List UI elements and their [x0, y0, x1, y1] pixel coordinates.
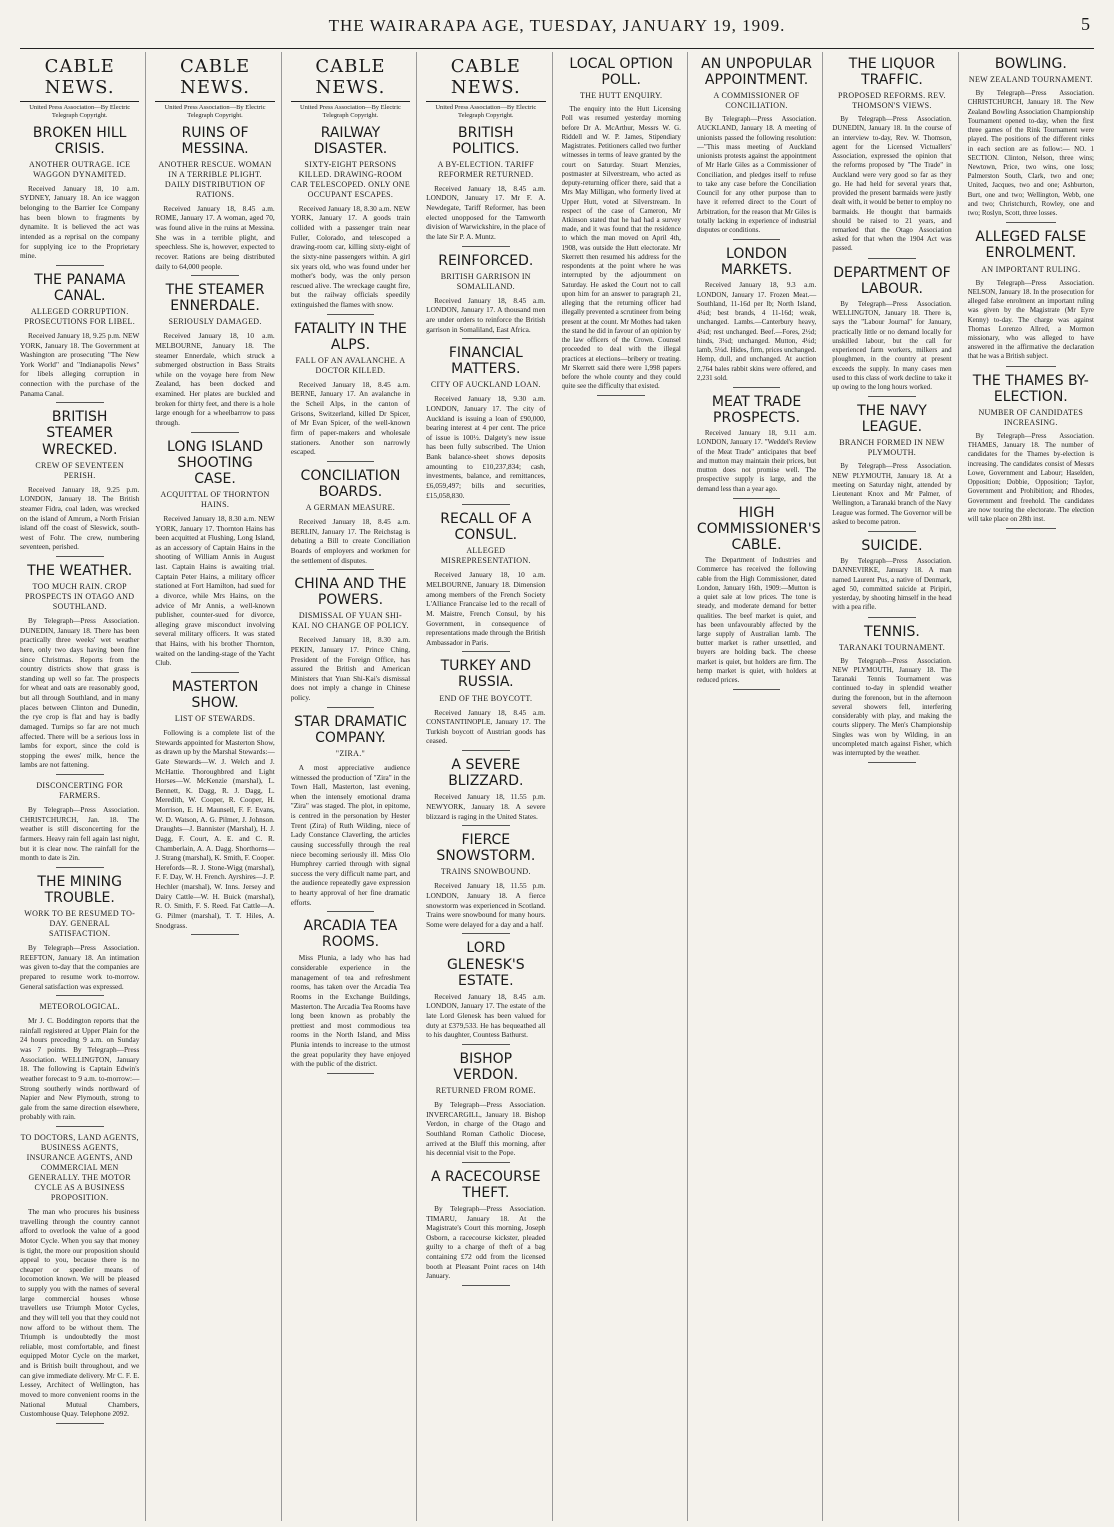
- article-body: By Telegraph—Press Association. DANNEVIRKE, January 18. A man named Laurent Pus, a native of Denmark, aged 50, committed suicide at Piripiri, yesterday, by shooting himself in the head with a pea rifle.: [832, 557, 952, 612]
- divider: [1006, 222, 1057, 223]
- article: [968, 56, 1094, 223]
- article: [426, 253, 545, 340]
- article: [20, 563, 139, 775]
- article-headline: A SEVERE BLIZZARD.: [448, 757, 524, 790]
- article-body: By Telegraph—Press Association. THAMES, January 18. The number of candidates for the Thames by-election is increasing. The candidates consist of Messrs Lowe, Government and Labour; Haselden, Opposition; Dobbie, Opposition; Taylor, Government and Prohibition; and Rhodes, Government and freehold. The candidates are now touring the electorate. The election will take place on 28th inst.: [967, 431, 1094, 523]
- article-headline: SUICIDE.: [861, 538, 923, 555]
- article: [20, 1002, 139, 1127]
- article-deck: ANOTHER OUTRAGE. ICE WAGGON DYNAMITED.: [29, 159, 131, 179]
- divider: [868, 258, 916, 259]
- column-subheader: United Press Association—By Electric Telegraph Copyright.: [29, 104, 131, 119]
- article-body: The man who procures his business travelling through the country cannot afford to overlook the value of a good Motor Cycle. When you say that money is tight, the more our proposition should appeal to you, because there is no cheaper or speedier means of locomotion known. We will be pleased to supply you with the names of several large commercial houses whose travellers use Triumph Motor Cycles, and they will tell you that they could not now afford to be without them. The Triumph is undoubtedly the most reliable, most comfortable, and finest equipped Motor Cycle on the market, and is British built throughout, and we can give immediate delivery. Mr C. F. E. Lessey, Architect of Wellington, has moved to more convenient rooms in the National Mutual Chambers, Customhouse Quay. Telephone 2092.: [20, 1207, 140, 1419]
- divider: [868, 762, 916, 763]
- article-deck: ALLEGED MISREPRESENTATION.: [440, 546, 531, 566]
- divider: [56, 774, 104, 775]
- article: [426, 511, 545, 652]
- article-body: Received January 18, 8.45 a.m. BERNE, January 17. An avalanche in the Scheil Alps, in the canton of Grisons, Switzerland, killed Dr Spicer, of Mr Evan Spicer, of the well-known firm of paper-makers and wholesale stationers. Another son narrowly escaped.: [290, 379, 411, 457]
- divider: [462, 504, 510, 505]
- article-deck: RETURNED FROM ROME.: [435, 1086, 536, 1096]
- divider: [462, 246, 510, 247]
- article-body: By Telegraph—Press Association. DUNEDIN, January 18. There has been practically three weeks' wet weather here, only two days having been fine since Christmas. Reports from the country districts show that grass is standing up well so far. The prospects for wheat and oats are reasonably good, but all through Southland, and in many places between Clinton and Dunedin, the rye crop is flat and hay is badly damaged. Turnips so far are not much affected. There will be a serious loss in lambs for export, since the cold is stopping the ewes' milk, hence the lambs are not fattening.: [20, 616, 140, 770]
- article-body: By Telegraph—Press Association. AUCKLAND, January 18. A meeting of unionists passed the following resolution:—"This mass meeting of Auckland unionists protests against the appointment of Mr Harle Giles as a Commissioner of Conciliation, and pledges itself to refuse to take any case before the Conciliation Council for any other purpose than to have it referred direct to the Court of Arbitration, for the reason that Mr Giles is totally lacking in experience of industrial disputes or conditions.: [696, 115, 817, 234]
- article-body: Received January 18, 9.11 a.m. LONDON, January 17. "Weddel's Review of the Meat Trade" anticipates that beef and mutton may maintain their prices, but mutton does not promise well. The prospective supply is large, and the demand less than a year ago.: [696, 429, 817, 493]
- divider: [462, 338, 510, 339]
- article-deck: METEOROLOGICAL.: [39, 1002, 120, 1012]
- article-headline: MEAT TRADE PROSPECTS.: [711, 394, 802, 427]
- article-body: Received January 18, 10 a.m. MELBOURNE, January 18. The steamer Ennerdale, which struck a submerged obstruction in Bass Straits while on the voyage here from New Zealand, has been docked and examined. Her plates are buckled and broken for thirty feet, and there is a hole large enough for a wheelbarrow to pass through.: [155, 331, 275, 427]
- article-headline: TURKEY AND RUSSIA.: [440, 658, 531, 691]
- article-body: By Telegraph—Press Association. CHRISTCHURCH, Jan. 18. The weather is still disconcerting for the farmers. Heavy rain fell again last night, but it is clear now. The rainfall for the month to date is 2in.: [20, 805, 140, 863]
- article: [562, 56, 681, 396]
- article-body: By Telegraph—Press Association. TIMARU, January 18. At the Magistrate's Court this morning, Joseph Osborn, a racecourse kickster, pleaded guilty to a charge of theft of a bag containing £72 odd from the licensed booth at Pleasant Point races on 14th January.: [426, 1203, 546, 1281]
- divider: [462, 1162, 510, 1163]
- article-deck: ANOTHER RESCUE. WOMAN IN A TERRIBLE PLIGHT. DAILY DISTRIBUTION OF RATIONS.: [158, 159, 272, 199]
- divider: [191, 934, 239, 935]
- article-headline: ARCADIA TEA ROOMS.: [303, 918, 398, 951]
- article-headline: REINFORCED.: [438, 252, 534, 269]
- article-deck: ACQUITTAL OF THORNTON HAINS.: [160, 489, 270, 509]
- divider: [733, 239, 781, 240]
- article-headline: THE NAVY LEAGUE.: [857, 403, 927, 436]
- article: [426, 1051, 545, 1163]
- article-deck: NEW ZEALAND TOURNAMENT.: [968, 75, 1093, 85]
- article: [426, 345, 545, 505]
- article: [426, 832, 545, 934]
- article-body: Received January 18, 8.45 a.m. CONSTANTINOPLE, January 17. The Turkish boycott of Austrian goods has ceased.: [426, 707, 546, 746]
- article-deck: LIST OF STEWARDS.: [174, 714, 256, 724]
- article-headline: THE LIQUOR TRAFFIC.: [848, 56, 936, 89]
- article-body: Received January 18, 8.45 a.m. ROME, January 17. A woman, aged 70, was found alive in the ruins at Messina. She was in a terrible plight, and speechless. She is, however, expected to recover. Rations are being distributed daily to 64,000 people.: [155, 203, 275, 271]
- article-deck: TARANAKI TOURNAMENT.: [838, 642, 946, 652]
- article: [291, 918, 410, 1074]
- article-body: Received January 18, 10 a.m. MELBOURNE, January 18. Dimension among members of the French Society L'Alliance Francaise led to the recall of M. Maistre, French Consul, by his Government, in consequence of representations made through the British Ambassador in Paris.: [426, 570, 546, 647]
- divider: [733, 498, 781, 499]
- article: [426, 757, 545, 826]
- article: [426, 940, 545, 1044]
- article-headline: LOCAL OPTION POLL.: [569, 56, 673, 89]
- article-deck: AN IMPORTANT RULING.: [981, 264, 1081, 274]
- article-body: Received January 18, 8.45 a.m. LONDON, January 17. Mr F. A. Newdegate, Tariff Reformer, has been elected unopposed for the Tamworth division of Warwickshire, in the place of the late Sir P. A. Muntz.: [426, 183, 546, 241]
- article: [426, 125, 545, 247]
- article-headline: BRITISH STEAMER WRECKED.: [41, 409, 118, 458]
- article-headline: BISHOP VERDON.: [453, 1050, 519, 1083]
- article-deck: PROPOSED REFORMS. REV. THOMSON'S VIEWS.: [838, 91, 946, 111]
- article: [968, 373, 1094, 530]
- article-deck: TO DOCTORS, LAND AGENTS, BUSINESS AGENTS, INSURANCE AGENTS, AND COMMERCIAL MEN GENERALLY. THE MOTOR CYCLE AS A BUSINESS PROPOSITION.: [20, 1133, 139, 1203]
- article: [291, 468, 410, 570]
- article-headline: THE WEATHER.: [27, 563, 133, 579]
- article: [696, 504, 821, 691]
- article-headline: A RACECOURSE THEFT.: [430, 1168, 541, 1201]
- article-deck: "ZIRA.": [335, 748, 366, 758]
- article-deck: DISMISSAL OF YUAN SHI-KAI. NO CHANGE OF POLICY.: [292, 611, 409, 631]
- article-deck: WORK TO BE RESUMED TO-DAY. GENERAL SATISFACTION.: [24, 909, 136, 939]
- divider: [56, 1423, 104, 1424]
- article-headline: HIGH COMMISSIONER'S CABLE.: [696, 504, 821, 554]
- article-body: Received January 18, 9.30 a.m. LONDON, January 17. The city of Auckland is issuing a loan of £90,000, bearing interest at 4 per cent. The price of issue is 100½. Dalgety's new issue has been fully subscribed. The Union Bank balance-sheet shows deposits amounting to £10,237,834; cash, investments, balance, and remittances, £6,059,497; bills and securities, £15,058,830.: [426, 394, 546, 500]
- divider: [327, 1073, 375, 1074]
- article-headline: BROKEN HILL CRISIS.: [32, 124, 127, 157]
- divider: [327, 461, 375, 462]
- article-headline: LONDON MARKETS.: [720, 246, 793, 279]
- article: [291, 576, 410, 708]
- article-body: Received January 18, 9.25 p.m. NEW YORK, January 18. The Government at Washington are prosecuting "The New York World" and "Indianapolis News" for libels alleging corruption in connection with the purchase of the Panama Canal.: [20, 330, 140, 398]
- article-deck: THE HUTT ENQUIRY.: [580, 91, 663, 101]
- column: [832, 52, 958, 1521]
- article-body: By Telegraph—Press Association. CHRISTCHURCH, January 18. The New Zealand Bowling Association Championship Tournament opened to-day, when the first three games of the Rink Tournament were played. The positions of the different rinks in each section are as follow:— NO. 1 SECTION. Clinton, Nelson, three wins; Newtown, Price, two wins, one loss; Palmerston South, Clark, two and one; United, Jacques, two and one; Ashburton, Burt, one and two; Wellington, Webb, one and two; Christchurch, Rowley, one and two; Roslyn, Scott, three losses.: [967, 89, 1094, 218]
- article: [426, 658, 545, 751]
- divider: [1006, 366, 1057, 367]
- divider: [56, 265, 104, 266]
- article-headline: CONCILIATION BOARDS.: [300, 467, 401, 500]
- article-deck: SIXTY-EIGHT PERSONS KILLED. DRAWING-ROOM CAR TELESCOPED. ONLY ONE OCCUPANT ESCAPES.: [290, 159, 411, 199]
- divider: [191, 432, 239, 433]
- article-body: Received January 18, 8.45 a.m. BERLIN, January 17. The Reichstag is debating a Bill to create Conciliation Boards of employers and workmen for the settlement of disputes.: [290, 517, 411, 565]
- article-headline: FATALITY IN THE ALPS.: [294, 320, 407, 353]
- divider: [733, 387, 781, 388]
- article: [291, 125, 410, 315]
- article-headline: LONG ISLAND SHOOTING CASE.: [167, 438, 264, 487]
- column-header: CABLE NEWS.: [20, 56, 139, 102]
- divider: [462, 1285, 510, 1286]
- masthead: [20, 8, 1094, 49]
- article-deck: CITY OF AUCKLAND LOAN.: [430, 380, 541, 390]
- divider: [56, 1126, 104, 1127]
- article-deck: A GERMAN MEASURE.: [305, 503, 396, 513]
- article: [20, 874, 139, 996]
- article-body: Received January 18, 8.45 a.m. LONDON, January 17. A thousand men are under orders to reinforce the British garrison in Somaliland, East Africa.: [426, 295, 546, 334]
- divider: [327, 314, 375, 315]
- article-body: Received January 18, 8.30 a.m. NEW YORK, January 17. Thornton Hains has been acquitted at Flushing, Long Island, as an accessory of Captain Hains in the shooting of William Annis in August last. Captain Hains is awaiting trial. Captain Peter Hains, a military officer stationed at Fort Hamilton, had sued for a divorce, while Mrs Hains, on the advice of Mr Annis, a well-known publisher, counter-sued for divorce, alleging grave misconduct involving several military officers. It was stated that Hains, with his brother Thornton, waited on the landing-stage of the Yacht Club.: [155, 513, 275, 668]
- article-deck: BRITISH GARRISON IN SOMALILAND.: [440, 271, 531, 291]
- divider: [597, 395, 645, 396]
- article-deck: A BY-ELECTION. TARIFF REFORMER RETURNED.: [437, 159, 535, 179]
- article: [20, 409, 139, 557]
- column-subheader: United Press Association—By Electric Telegraph Copyright.: [299, 104, 401, 119]
- article-body: Received January 18, 11.55 p.m. LONDON, January 18. A fierce snowstorm was experienced in Scotland. Trains were snowbound for many hours. Some were delayed for a day and a half.: [426, 881, 546, 929]
- divider: [733, 689, 781, 690]
- article: [20, 1133, 139, 1424]
- divider: [462, 750, 510, 751]
- article: [697, 394, 816, 499]
- article-deck: SERIOUSLY DAMAGED.: [168, 317, 262, 327]
- article-body: By Telegraph—Press Association. INVERCARGILL, January 18. Bishop Verdon, in charge of the Otago and Southland Roman Catholic Diocese, arrived at the Bluff this morning, after his decennial visit to the Pope.: [426, 1100, 546, 1158]
- article: [291, 714, 410, 913]
- article-body: By Telegraph—Press Association. WELLINGTON, January 18. There is, says the "Labour Journal" for January, practically little or no demand locally for unskilled labour, but the call for experienced farm workers, milkers and ploughmen, in the country at present exceeds the supply. In many cases men used to this class of work decline to take it up owing to the long hours worked.: [832, 299, 952, 391]
- article-body: Received January 18, 8.30 a.m. NEW YORK, January 17. A goods train collided with a passenger train near Fuller, Colorado, and telescoped a drawing-room car, killing sixty-eight of the sixty-nine passengers within. A girl six years old, who was found under her mother's body, was the only person rescued alive. The wreckage caught fire, but the railway officials speedily extinguished the flames with snow.: [290, 203, 411, 310]
- divider: [56, 402, 104, 403]
- article: [20, 781, 139, 868]
- column-header: CABLE NEWS.: [155, 56, 274, 102]
- article-body: A most appreciative audience witnessed the production of "Zira" in the Town Hall, Masterton, last evening, when the intensely emotional drama "Zira" was staged. The plot, in epitome, is centred in the personation by Hester Trent (Zira) of Ruth Wilding, niece of Lady Constance Claverling, the articles causing successfully through the real niece becoming seriously ill. Miss Olo Humphrey carried through with signal success the very difficult name part, and the audience repeatedly gave expression to hearty approval of her fine dramatic efforts.: [290, 762, 411, 907]
- article-deck: CREW OF SEVENTEEN PERISH.: [35, 460, 124, 480]
- page-number: 5: [1081, 14, 1090, 34]
- article: [832, 265, 951, 398]
- column: [697, 52, 823, 1521]
- article-body: The Department of Industries and Commerce has received the following cable from the High Commissioner, dated London, January 16th, 1909:—Mutton is a quiet sale at low prices. The tone is steady, and moderate demand for better qualities. The beef market is quiet, and has been unfavourably affected by the large supply of Australian lamb. The butter market is rather unsettled, and buyers are holding back. The cheese market is quiet, but holders are firm. The hemp market is quiet, with holders at reduced prices.: [696, 556, 817, 685]
- article-headline: FINANCIAL MATTERS.: [448, 345, 523, 378]
- article-deck: NUMBER OF CANDIDATES INCREASING.: [978, 407, 1084, 427]
- divider: [327, 911, 375, 912]
- article-body: Received January 18, 9.3 a.m. LONDON, January 17. Frozen Meat.—Southland, 11-16d per lb; North Island, 4¼d; best brands, 4 11-16d; weak, unchanged. Lambs.—Canterbury heavy, 4¼d; rest unchanged. Beef.—Fores, 2½d; hinds, 3¼d; unchanged. Mutton, 4¼d; lamb, 5¼d. Hides, firm, prices unchanged. Hemp, dull, and unchanged. At auction 2,764 bales rabbit skins were offered, and 2,231 sold.: [696, 281, 817, 382]
- article: [20, 125, 139, 266]
- column-header: CABLE NEWS.: [426, 56, 545, 102]
- divider: [868, 617, 916, 618]
- article-deck: BRANCH FORMED IN NEW PLYMOUTH.: [839, 438, 945, 458]
- column: [562, 52, 688, 1521]
- article-body: By Telegraph—Press Association. NEW PLYMOUTH, January 18. At a meeting on Saturday night, attended by Lieutenant Knox and Mr Palmer, of Wellington, a Taranaki branch of the Navy League was formed. The Governor will be asked to become patron.: [832, 462, 952, 526]
- article-body: By Telegraph—Press Association. NELSON, January 18. In the prosecution for alleged false enrolment an important ruling was given by the Magistrate (Mr Eyre Kenny) to-day. The charge was against Thomas Lorenzo Allred, a Mormon missionary, who was alleged to have answered in the affirmative the declaration that he was a British subject.: [967, 278, 1094, 361]
- divider: [868, 531, 916, 532]
- article-headline: ALLEGED FALSE ENROLMENT.: [975, 229, 1087, 262]
- article-headline: THE MINING TROUBLE.: [37, 873, 122, 906]
- column: [968, 52, 1094, 1521]
- column: [426, 52, 552, 1521]
- article: [832, 56, 951, 259]
- article-deck: TOO MUCH RAIN. CROP PROSPECTS IN OTAGO AND SOUTHLAND.: [25, 582, 135, 612]
- article-body: Received January 18, 10 a.m. SYDNEY, January 18. An ice waggon belonging to the Barrier Ice Company has been blown to fragments by dynamite. It is believed the act was intended as a reprisal on the company for supplying ice to the Proprietary mine.: [20, 183, 140, 261]
- article-headline: THE STEAMER ENNERDALE.: [165, 282, 265, 315]
- article: [155, 125, 274, 277]
- article: [832, 538, 951, 618]
- column-header: CABLE NEWS.: [291, 56, 410, 102]
- article-headline: FIERCE SNOWSTORM.: [436, 832, 536, 865]
- article-deck: ALLEGED CORRUPTION. PROSECUTIONS FOR LIBEL.: [24, 306, 136, 326]
- article-headline: BRITISH POLITICS.: [452, 124, 520, 157]
- article-headline: TENNIS.: [864, 623, 920, 640]
- article: [426, 1169, 545, 1286]
- column-subheader: United Press Association—By Electric Telegraph Copyright.: [164, 104, 266, 119]
- article-headline: LORD GLENESK'S ESTATE.: [447, 940, 525, 989]
- article-headline: RECALL OF A CONSUL.: [440, 511, 532, 544]
- article: [697, 246, 816, 388]
- article-body: Received January 18, 11.55 p.m. NEWYORK, January 18. A severe blizzard is raging in the United States.: [426, 792, 546, 821]
- article-headline: MASTERTON SHOW.: [171, 678, 259, 711]
- divider: [462, 651, 510, 652]
- article: [291, 321, 410, 462]
- column-subheader: United Press Association—By Electric Telegraph Copyright.: [435, 104, 537, 119]
- divider: [191, 672, 239, 673]
- divider: [1006, 528, 1057, 529]
- article: [832, 624, 951, 764]
- divider: [327, 569, 375, 570]
- article: [155, 679, 274, 935]
- divider: [56, 995, 104, 996]
- article-deck: TRAINS SNOWBOUND.: [440, 867, 531, 877]
- article-headline: DEPARTMENT OF LABOUR.: [833, 264, 951, 297]
- divider: [56, 556, 104, 557]
- article-body: Received January 18, 8.30 a.m. PEKIN, January 17. Prince Ching, President of the Foreign Office, has assured the British and American Ministers that Yuan Shi-Kai's dismissal does not imply a change in Chinese policy.: [290, 635, 411, 703]
- divider: [462, 1044, 510, 1045]
- article-body: Miss Plunia, a lady who has had considerable experience in the management of tea and refreshment rooms, has taken over the Arcadia Tea Rooms in the Exchange Buildings, Masterton. The Arcadia Tea Rooms have long been known as probably the prettiest and most commodious tea rooms in the North Island, and Miss Plunia intends to increase to the utmost the great popularity they have enjoyed with the public of the district.: [290, 953, 411, 1069]
- column: [291, 52, 417, 1521]
- article-deck: A COMMISSIONER OF CONCILIATION.: [713, 91, 800, 111]
- divider: [191, 275, 239, 276]
- article-deck: DISCONCERTING FOR FARMERS.: [36, 781, 123, 801]
- article-deck: FALL OF AN AVALANCHE. A DOCTOR KILLED.: [295, 355, 406, 375]
- article-body: Following is a complete list of the Stewards appointed for Masterton Show, as drawn up by the Marshal Stewards:—Gate Stewards—W. J. Welch and J. McHattie. Thoroughbred and Light Horses—W. McKenzie (marshal), L. Bennett, K. Dagg, R. J. Dagg, L. Meredith, W. Cooper, R. Cooper, H. Morrison, E. H. Maunsell, F. F. Evans, W. D. Watson, A. G. Pilmer, J. Johnson. Draughts—J. Bannister (Marshal), H. J. Dagg, F. Court, A. E. and C. R. Chamberlain, A. A. Dagg. Shorthorns—J. Strang (marshal), K. Smith, F. Cooper. Herefords—R. J. Stone-Wigg (marshal), F. F. Day, W. H. French. Ayrshires—J. P. Hechler (marshal), W. Inns. Jersey and Dairy Cattle—W. H. Buick (marshal), R. O. Smith, F. S. Reed. Fat Cattle—A. G. Pilmer (marshal), T. T. Hiles, A. Snodgrass.: [155, 728, 275, 930]
- article-headline: AN UNPOPULAR APPOINTMENT.: [701, 56, 812, 89]
- masthead-title: THE WAIRARAPA AGE, TUESDAY, JANUARY 19, 1909.: [328, 16, 786, 35]
- article-headline: THE THAMES BY-ELECTION.: [972, 372, 1089, 405]
- article-headline: RUINS OF MESSINA.: [181, 124, 249, 157]
- article-body: Received January 18, 8.45 a.m. LONDON, January 17. The estate of the late Lord Glenesk has been valued for duty at £379,533. He has bequeathed all to his daughter, Countess Bathurst.: [426, 991, 546, 1040]
- divider: [56, 867, 104, 868]
- column: [20, 52, 146, 1521]
- article-headline: STAR DRAMATIC COMPANY.: [294, 713, 407, 746]
- article-body: By Telegraph—Press Association. NEW PLYMOUTH, January 18. The Taranaki Tennis Tournament was continued to-day in splendid weather during the forenoon, but in the afternoon several showers fell, interfering considerably with play, and making the courts slippery. The Men's Championship Singles was won by Wilding, in an uncompleted match against Fisher, which was interrupted by the weather.: [832, 656, 952, 757]
- divider: [868, 396, 916, 397]
- divider: [462, 825, 510, 826]
- article: [155, 282, 274, 432]
- article: [968, 229, 1094, 366]
- article-headline: CHINA AND THE POWERS.: [294, 576, 407, 609]
- article: [832, 403, 951, 532]
- article-body: Mr J. C. Boddington reports that the rainfall registered at Upper Plain for the 24 hours preceding 9 a.m. on Sunday was 7 points. By Telegraph—Press Association. WELLINGTON, January 18. The following is Captain Edwin's weather forecast to 9 a.m. to-morrow:—Strong southerly winds northward of Napier and New Plymouth, strong to gale from the same direction elsewhere, probably with rain.: [20, 1016, 140, 1122]
- article-headline: THE PANAMA CANAL.: [34, 271, 126, 304]
- article-headline: BOWLING.: [994, 56, 1067, 72]
- article: [697, 56, 816, 240]
- divider: [327, 707, 375, 708]
- divider: [462, 933, 510, 934]
- article-deck: END OF THE BOYCOTT.: [439, 693, 533, 703]
- article: [155, 439, 274, 673]
- column: [155, 52, 281, 1521]
- columns: [20, 52, 1094, 1521]
- article-body: Received January 18, 9.25 p.m. LONDON, January 18. The British steamer Fidra, coal laden, was wrecked on the island of Amrum, a North Frisian island off the coast of Sleswick, south-west of Fohr. The crew, numbering seventeen, perished.: [20, 484, 140, 552]
- article-body: By Telegraph—Press Association. REEFTON, January 18. An intimation was given to-day that the companies are prepared to resume work to-morrow. General satisfaction was expressed.: [20, 943, 140, 991]
- article-body: By Telegraph—Press Association. DUNEDIN, January 18. In the course of an interview to-day, Rev. W. Thomson, agent for the Licensed Victuallers' Association, expressed the opinion that the reforms proposed by "The Trade" in Auckland were very good so far as they go. He had held for several years that, provided the present barmaids were justly dealt with, it would be better to employ no barmaids. He thought that barmaids should be raised to 21 years, and remarked that the Otago Association asked for that when the 1904 Act was passed.: [832, 115, 952, 253]
- article-headline: RAILWAY DISASTER.: [313, 124, 388, 157]
- article-body: The enquiry into the Hutt Licensing Poll was resumed yesterday morning before Dr A. McArthur, Messrs W. G. Riddell and W. P. James, Stipendiary Magistrates. Petitioners called two further witnesses in terms of leave granted by the court on Saturday. Stuart Menzies, postmaster at Silverstream, who acted as deputy-returning officer there, said that a Mrs May Milligan, who formerly lived at Upper Hutt, voted at Silverstream. In respect of the case of Cameron, Mr Atkinson stated that he had had a survey made, and it was found that the residence to which the man moved on April 4th, 1908, was outside the Hutt electorate. Mr Skerrett then resumed his address for the respondents at the point where he was interrupted by the adjournment on Saturday. He asked the Court not to call upon him for an answer to paragraph 21, alleging that the returning officer had illegally prevented a scrutineer from being present at the count. Mr Mothes had taken the stand he did in favour of an opinion by the law officers of the Crown. Counsel proceeded to deal with the illegal practices at elections—bribery or treating. Mr Skerrett said there were 1,998 papers before the whole county and they could quite see the difficulty that existed.: [561, 105, 681, 391]
- article: [20, 272, 139, 404]
